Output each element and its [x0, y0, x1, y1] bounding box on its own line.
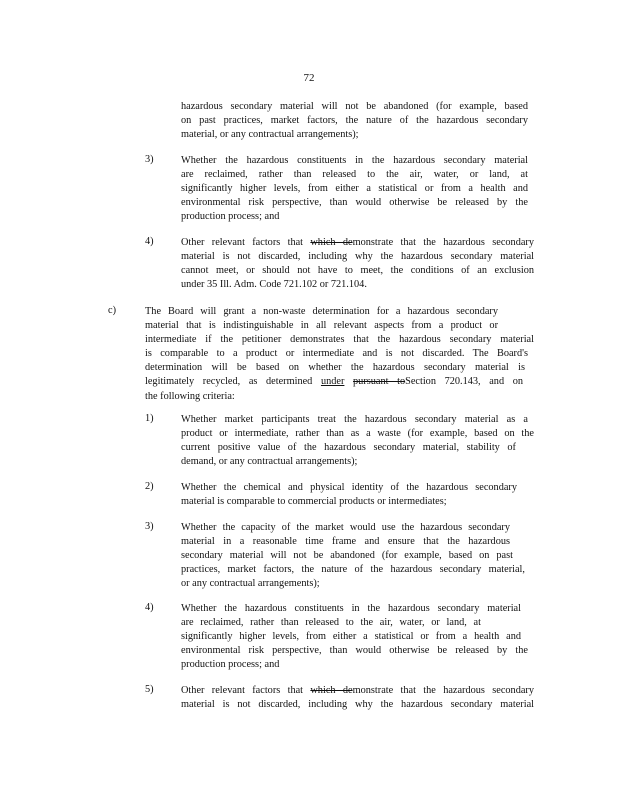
- item-paragraph: [181, 481, 517, 509]
- text-line: hazardous secondary material will not be abandoned (for example, based: [181, 101, 528, 112]
- text-line: under 35 Ill. Adm. Code 721.102 or 721.104.: [181, 279, 367, 291]
- text-line: Whether the hazardous constituents in the hazardous secondary material: [181, 603, 521, 614]
- item-label: 5): [145, 684, 154, 695]
- paragraph-label: c): [108, 305, 116, 316]
- text-segment: [344, 376, 353, 387]
- text-line: intermediate if the petitioner demonstrates that the hazardous secondary material: [145, 334, 534, 346]
- text-line: on past practices, market factors, the nature of the hazardous secondary: [181, 115, 528, 127]
- text-line: [181, 684, 534, 698]
- text-segment: Other relevant factors that: [181, 237, 311, 248]
- item-paragraph: [181, 602, 528, 672]
- item-label: 4): [145, 602, 154, 613]
- item-paragraph: [181, 413, 534, 469]
- text-line: practices, market factors, the nature of the hazardous secondary material,: [181, 564, 525, 576]
- continuation-paragraph: [181, 100, 528, 142]
- text-line: determination will be based on whether the hazardous secondary material is: [145, 362, 525, 374]
- text-segment: Section 720.143, and on: [405, 376, 523, 388]
- text-line: [145, 375, 523, 389]
- text-line: environmental risk perspective, than would otherwise be released by the: [181, 645, 528, 657]
- text-line: material is comparable to commercial products or intermediates;: [181, 496, 447, 508]
- inserted-text: under: [320, 376, 345, 388]
- text-line: material, or any contractual arrangements);: [181, 129, 359, 141]
- text-line: current positive value of the hazardous secondary material, stability of: [181, 442, 516, 454]
- item-label: 4): [145, 236, 154, 247]
- text-line: production process; and: [181, 659, 280, 671]
- item-paragraph: [181, 684, 534, 712]
- text-line: the following criteria:: [145, 390, 235, 402]
- struck-text: which de: [310, 237, 353, 248]
- text-line: material in a reasonable time frame and ensure that the hazardous: [181, 536, 510, 548]
- text-line: Whether the chemical and physical identity of the hazardous secondary: [181, 482, 517, 493]
- item-label: 1): [145, 413, 154, 424]
- struck-text: pursuant to: [353, 376, 406, 388]
- text-line: or any contractual arrangements);: [181, 578, 320, 590]
- text-line: is comparable to a product or intermediate and is not discarded. The Board's: [145, 348, 528, 360]
- text-line: [181, 236, 534, 250]
- item-label: 3): [145, 154, 154, 165]
- item-paragraph: [181, 521, 525, 591]
- item-paragraph: [181, 236, 534, 292]
- text-line: significantly higher levels, from either a statistical or from a health and: [181, 183, 528, 195]
- text-segment: Other relevant factors that: [181, 685, 311, 696]
- text-line: Whether the hazardous constituents in the hazardous secondary material: [181, 155, 528, 166]
- paragraph-c: [145, 305, 534, 404]
- text-segment: monstrate that the hazardous secondary: [352, 237, 535, 248]
- text-line: environmental risk perspective, than would otherwise be released by the: [181, 197, 528, 209]
- text-line: are reclaimed, rather than released to the air, water, or land, at: [181, 617, 481, 629]
- text-line: production process; and: [181, 211, 280, 223]
- text-line: material is not discarded, including why the hazardous secondary material: [181, 251, 534, 263]
- text-line: Whether the capacity of the market would use the hazardous secondary: [181, 522, 510, 533]
- text-line: cannot meet, or should not have to meet, the conditions of an exclusion: [181, 265, 534, 277]
- text-line: material is not discarded, including why the hazardous secondary material: [181, 699, 534, 711]
- page-number: 72: [303, 72, 315, 84]
- item-label: 2): [145, 481, 154, 492]
- text-line: Whether market participants treat the hazardous secondary material as a: [181, 414, 528, 425]
- text-line: product or intermediate, rather than as a waste (for example, based on the: [181, 428, 534, 440]
- struck-text: which de: [310, 685, 353, 696]
- text-line: material that is indistinguishable in all relevant aspects from a product or: [145, 320, 498, 332]
- text-line: The Board will grant a non-waste determination for a hazardous secondary: [145, 306, 498, 317]
- item-label: 3): [145, 521, 154, 532]
- text-line: significantly higher levels, from either a statistical or from a health and: [181, 631, 521, 643]
- text-line: are reclaimed, rather than released to the air, water, or land, at: [181, 169, 528, 181]
- text-line: secondary material will not be abandoned (for example, based on past: [181, 550, 513, 562]
- text-segment: monstrate that the hazardous secondary: [352, 685, 535, 696]
- item-paragraph: [181, 154, 528, 224]
- text-line: demand, or any contractual arrangements);: [181, 456, 358, 468]
- text-segment: legitimately recycled, as determined: [145, 376, 321, 388]
